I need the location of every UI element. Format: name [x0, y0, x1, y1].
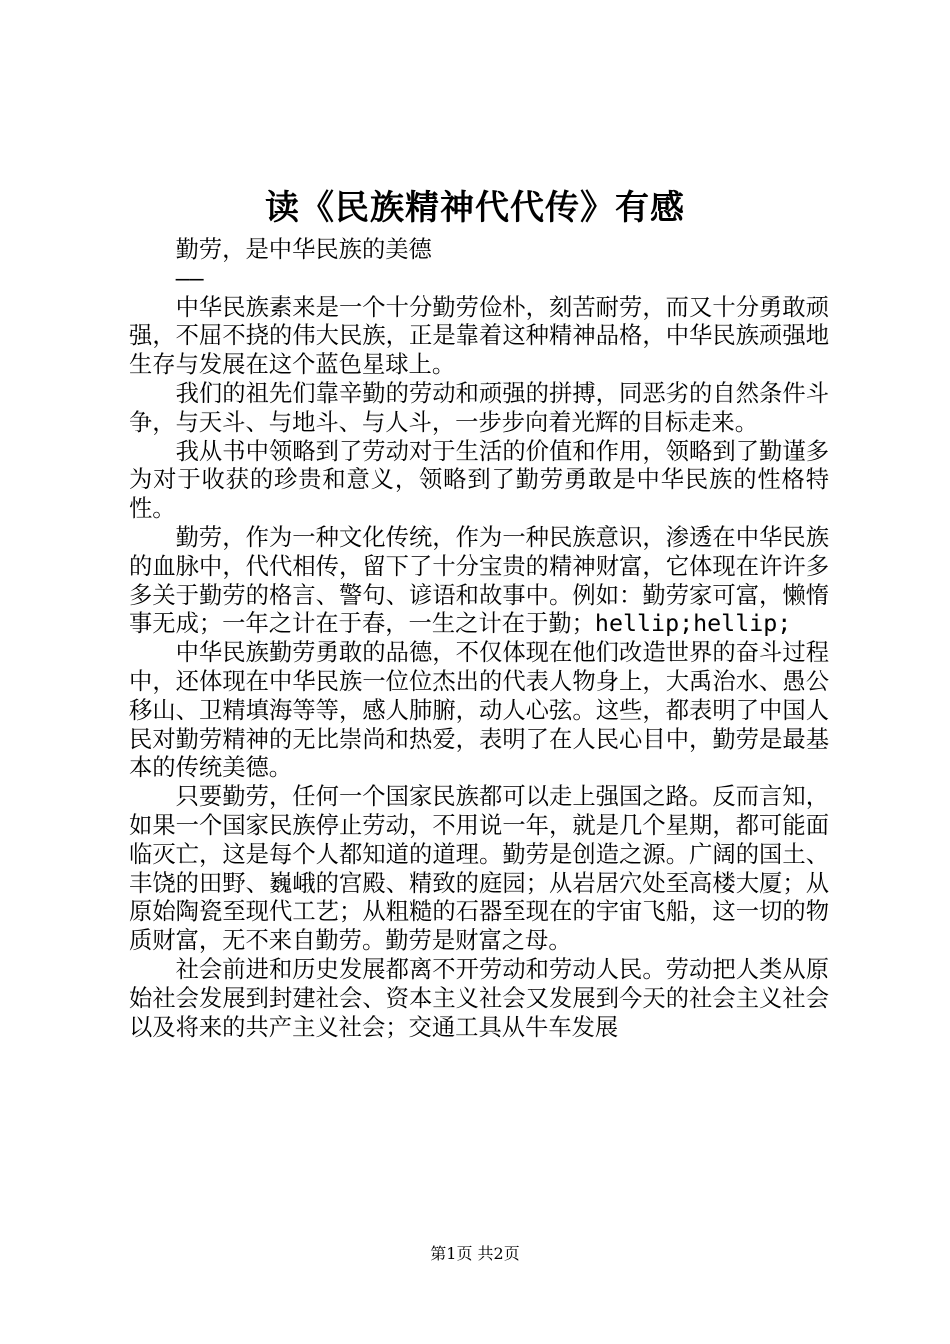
- paragraph: 社会前进和历史发展都离不开劳动和劳动人民。劳动把人类从原始社会发展到封建社会、资本主义社会又发展到今天的社会主义社会以及将来的共产主义社会；交通工具从牛车发展: [129, 955, 829, 1041]
- subtitle-dash: ——: [175, 264, 204, 292]
- document-title: 读《民族精神代代传》有感: [265, 188, 685, 228]
- paragraph: 中华民族素来是一个十分勤劳俭朴，刻苦耐劳，而又十分勇敢顽强，不屈不挠的伟大民族，正是靠着这种精神品格，中华民族顽强地生存与发展在这个蓝色星球上。: [129, 293, 829, 379]
- page-footer: 第1页 共2页: [430, 1244, 520, 1263]
- paragraph: 中华民族勤劳勇敢的品德，不仅体现在他们改造世界的奋斗过程中，还体现在中华民族一位位杰出的代表人物身上，大禹治水、愚公移山、卫精填海等等，感人肺腑，动人心弦。这些，都表明了中国人民对勤劳精神的无比崇尚和热爱，表明了在人民心目中，勤劳是最基本的传统美德。: [129, 639, 829, 782]
- paragraph: 只要勤劳，任何一个国家民族都可以走上强国之路。反而言知，如果一个国家民族停止劳动，不用说一年，就是几个星期，都可能面临灭亡，这是每个人都知道的道理。勤劳是创造之源。广阔的国土、丰饶的田野、巍峨的宫殿、精致的庭园；从岩居穴处至高楼大厦；从原始陶瓷至现代工艺；从粗糙的石器至现在的宇宙飞船，这一切的物质财富，无不来自勤劳。勤劳是财富之母。: [129, 783, 829, 955]
- paragraph: 我们的祖先们靠辛勤的劳动和顽强的拼搏，同恶劣的自然条件斗争，与天斗、与地斗、与人斗，一步步向着光辉的目标走来。: [129, 379, 829, 436]
- document-subtitle: 勤劳，是中华民族的美德: [175, 236, 432, 263]
- document-body: [129, 236, 829, 1042]
- paragraph: 勤劳，作为一种文化传统，作为一种民族意识，渗透在中华民族的血脉中，代代相传，留下了十分宝贵的精神财富，它体现在许许多多关于勤劳的格言、警句、谚语和故事中。例如：勤劳家可富，懒惰事无成；一年之计在于春，一生之计在于勤；hellip;hellip;: [129, 523, 829, 638]
- paragraph: 我从书中领略到了劳动对于生活的价值和作用，领略到了勤谨多为对于收获的珍贵和意义，领略到了勤劳勇敢是中华民族的性格特性。: [129, 437, 829, 523]
